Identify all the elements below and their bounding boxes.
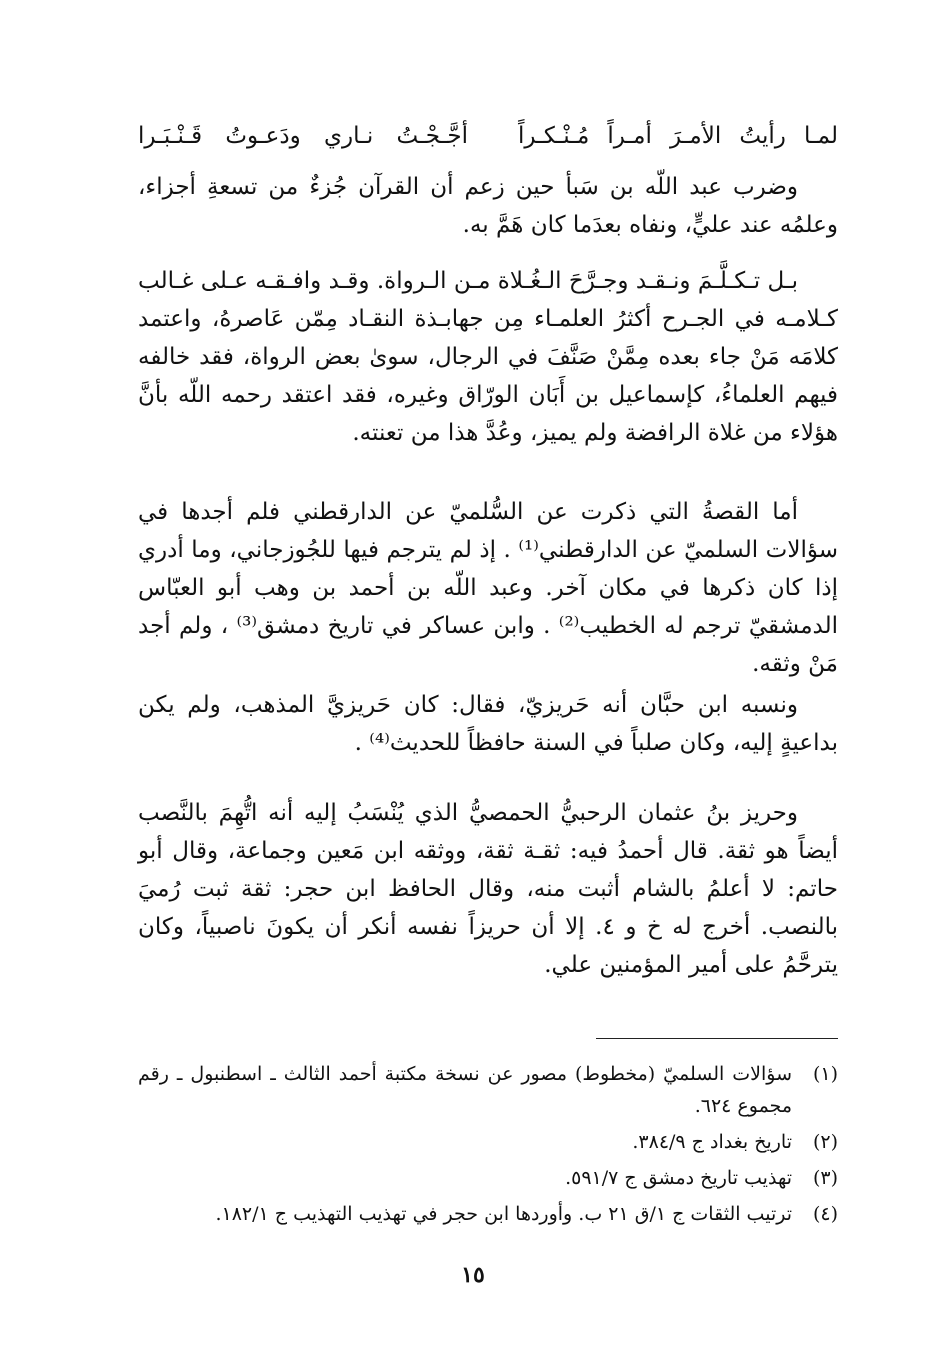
footnote-number: (٢) (812, 1131, 838, 1153)
footnote-4 (138, 1198, 838, 1230)
footnote-text: ترتيب الثقات ج ١/ق ٢١ ب. وأوردها ابن حجر في تهذيب التهذيب ج ١٨٢/١. (215, 1203, 792, 1225)
footnote-1 (138, 1058, 838, 1122)
footnote-3 (138, 1162, 838, 1194)
verse-second-hemistich: أجَّـجْـتُ نـاري ودَعـوتُ قَـنْـبَـرا (138, 123, 468, 149)
poetry-verse (138, 116, 838, 156)
paragraph-text: ونسبه ابن حبَّان أنه حَريزيّ، فقال: كان حَريزيَّ المذهب، ولم يكن بداعيةٍ إليه، وكان صلباً في السنة حافظاً للحديث⁽⁴⁾ . (138, 692, 838, 756)
paragraph-5 (138, 794, 838, 984)
paragraph-text: وضرب عبد اللّه بن سَبأ حين زعم أن القرآن جُزءٌ من تسعةِ أجزاء، وعلمُه عند عليٍّ، ونفاه بعدَما كان هَمَّ به. (138, 174, 838, 238)
footnote-2 (138, 1126, 838, 1158)
paragraph-text: أما القصةُ التي ذكرت عن السُّلميّ عن الدارقطني فلم أجدها في سؤالات السلميّ عن الدارقطني⁽¹⁾ . إذ لم يترجم فيها للجُوزجاني، وما أدري إذا كان ذكرها في مكان آخر. وعبد اللّه بن أحمد بن وهب أبو العبّاس الدمشقيّ ترجم له الخطيب⁽²⁾ . وابن عساكر في تاريخ دمشق⁽³⁾ ، ولم أجد مَنْ وثقه. (138, 499, 838, 677)
footnote-text: تهذيب تاريخ دمشق ج ٥٩١/٧. (565, 1167, 792, 1189)
footnote-text: تاريخ بغداد ج ٣٨٤/٩. (632, 1131, 792, 1153)
page-number: ١٥ (461, 1262, 485, 1288)
paragraph-text: وحريز بنُ عثمان الرحبيُّ الحمصيُّ الذي يُنْسَبُ إليه أنه اتُّهِمَ بالنَّصب أيضاً هو ثقة. قال أحمدُ فيه: ثقـة ثقة، ووثقه ابن مَعين وجماعة، وقال أبو حاتم: لا أعلمُ بالشام أثبت منه، وقال الحافظ ابن حجر: ثقة ثبت رُميَ بالنصب. أخرج له خ و ٤. إلا أن حريزاً نفسه أنكر أن يكونَ ناصبياً، وكان يترحَّمُ على أمير المؤمنين علي. (138, 800, 838, 978)
footnote-separator (596, 1038, 838, 1039)
footnote-number: (٣) (812, 1167, 838, 1189)
footnote-number: (٤) (812, 1203, 838, 1225)
footnote-text: سؤالات السلميّ (مخطوط) مصور عن نسخة مكتبة أحمد الثالث ـ اسطنبول ـ رقم مجموع ٦٢٤. (138, 1063, 792, 1117)
paragraph-2 (138, 262, 838, 452)
paragraph-4 (138, 686, 838, 762)
verse-first-hemistich: لمـا رأيتُ الأمـرَ أمـراً مُـنْـكـراً (518, 123, 838, 149)
paragraph-3 (138, 493, 838, 683)
paragraph-1 (138, 168, 838, 244)
footnote-number: (١) (812, 1063, 838, 1085)
footnotes (138, 1058, 838, 1234)
paragraph-text: بـل تـكـلَّـمَ ونـقـد وجـرَّحَ الـغُـلاة مـن الـرواة. وقـد وافـقـه عـلى غـالب كـلامـه في الجـرح أكثرُ العلمـاء مِن جهابـذة النقـاد مِمّن عَاصرهُ، واعتمد كلامَه مَنْ جاء بعده مِمَّنْ صَنَّفَ في الرجال، سوىٰ بعض الرواة، فقد خالفه فيهم العلماءُ، كإسماعيل بن أَبَان الورّاق وغيره، فقد اعتقد رحمه اللّه بأنَّ هؤلاء من غلاة الرافضة ولم يميز، وعُدَّ هذا من تعنته. (138, 268, 838, 446)
